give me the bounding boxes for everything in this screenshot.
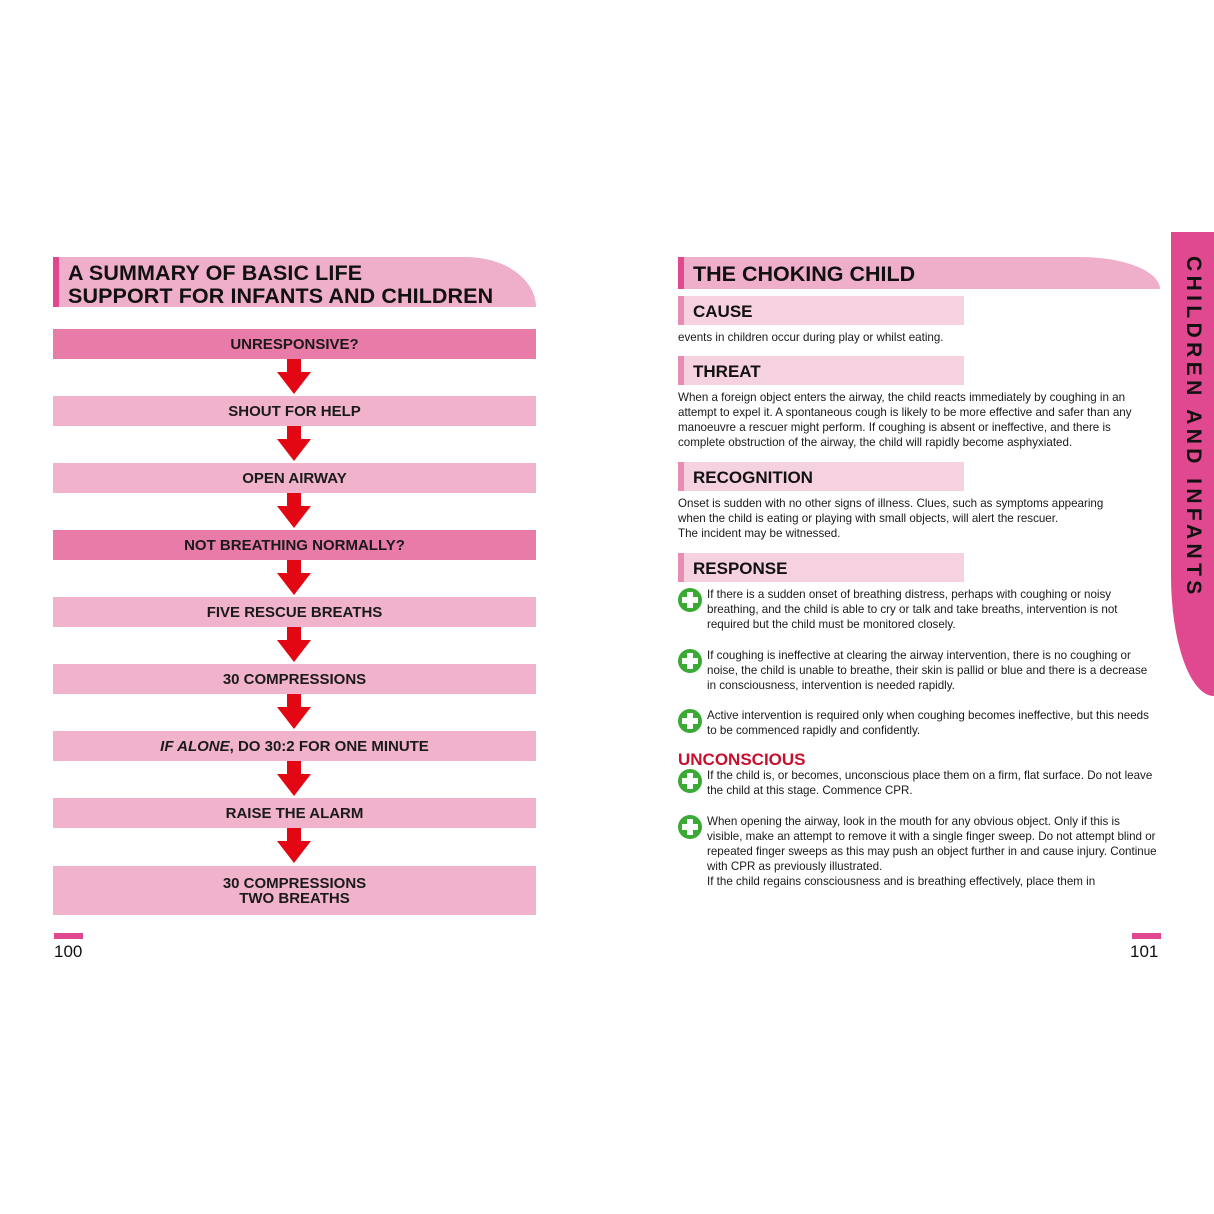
flow-step-open-airway: OPEN AIRWAY	[53, 463, 536, 493]
page-title: A SUMMARY OF BASIC LIFE SUPPORT FOR INFANTS AND CHILDREN	[68, 261, 494, 308]
page-number-bar	[1132, 933, 1161, 939]
title-accent-bar	[53, 257, 59, 307]
section-heading-threat: THREAT	[678, 356, 964, 385]
flow-step-unresponsive: UNRESPONSIVE?	[53, 329, 536, 359]
page-number-right: 101	[1130, 942, 1159, 961]
green-cross-icon	[678, 815, 702, 839]
section-heading-recognition: RECOGNITION	[678, 462, 964, 491]
response-bullet: Active intervention is required only when coughing becomes ineffective, but this needs to be commenced rapidly and confidently.	[678, 708, 1158, 738]
green-cross-icon	[678, 709, 702, 733]
section-heading-cause: CAUSE	[678, 296, 964, 325]
down-arrow-icon	[277, 359, 311, 394]
chapter-label: CHILDREN AND INFANTS	[1182, 256, 1205, 599]
green-cross-icon	[678, 588, 702, 612]
flow-step-rescue-breaths: FIVE RESCUE BREATHS	[53, 597, 536, 627]
down-arrow-icon	[277, 493, 311, 528]
unconscious-bullet: If the child is, or becomes, unconscious place them on a firm, flat surface. Do not leave the child at this stage. Commence CPR.	[678, 768, 1158, 798]
green-cross-icon	[678, 649, 702, 673]
title-accent-bar	[678, 257, 684, 289]
down-arrow-icon	[277, 627, 311, 662]
response-bullet: If there is a sudden onset of breathing distress, perhaps with coughing or noisy breathing, and the child is able to cry or talk and take breaths, intervention is not required but the child must be monitored closely.	[678, 587, 1158, 632]
choking-title-banner	[678, 257, 1160, 289]
flow-step-compressions-breaths: 30 COMPRESSIONS TWO BREATHS	[53, 866, 536, 915]
cause-text: events in children occur during play or whilst eating.	[678, 331, 944, 344]
response-bullet: If coughing is ineffective at clearing the airway intervention, there is no coughing or noise, the child is unable to breathe, their skin is pallid or blue and there is a decrease in consciousness, intervention is needed rapidly.	[678, 648, 1158, 693]
down-arrow-icon	[277, 694, 311, 729]
flow-step-shout-for-help: SHOUT FOR HELP	[53, 396, 536, 426]
flow-step-not-breathing: NOT BREATHING NORMALLY?	[53, 530, 536, 560]
recognition-text: Onset is sudden with no other signs of illness. Clues, such as symptoms appearing when the child is eating or playing with small objects, will alert the rescuer. The incident may be witnessed.	[678, 497, 1104, 540]
page-title: THE CHOKING CHILD	[693, 262, 916, 286]
threat-text: When a foreign object enters the airway, the child reacts immediately by coughing in an attempt to expel it. A spontaneous cough is likely to be more effective and safer than any manoeuvre a rescuer might perform. If coughing is absent or ineffective, and there is complete obstruction of the airway, the child will rapidly become asphyxiated.	[678, 391, 1132, 449]
green-cross-icon	[678, 769, 702, 793]
unconscious-bullet: When opening the airway, look in the mouth for any obvious object. Only if this is visible, make an attempt to remove it with a single finger sweep. Do not attempt blind or repeated finger sweeps as this may push an object further in and cause injury. Continue with CPR as previously illustrated. If the child regains consciousness and is breathing effectively, place them in	[678, 814, 1158, 889]
unconscious-heading: UNCONSCIOUS	[678, 750, 806, 769]
down-arrow-icon	[277, 560, 311, 595]
flow-step-if-alone: IF ALONE, DO 30:2 FOR ONE MINUTE	[53, 731, 536, 761]
summary-title-banner	[53, 257, 536, 307]
down-arrow-icon	[277, 828, 311, 863]
page-number-bar	[54, 933, 83, 939]
flow-step-raise-alarm: RAISE THE ALARM	[53, 798, 536, 828]
down-arrow-icon	[277, 761, 311, 796]
down-arrow-icon	[277, 426, 311, 461]
chapter-side-tab	[1171, 232, 1214, 696]
flow-step-30-compressions: 30 COMPRESSIONS	[53, 664, 536, 694]
section-heading-response: RESPONSE	[678, 553, 964, 582]
page-number-left: 100	[54, 942, 83, 961]
